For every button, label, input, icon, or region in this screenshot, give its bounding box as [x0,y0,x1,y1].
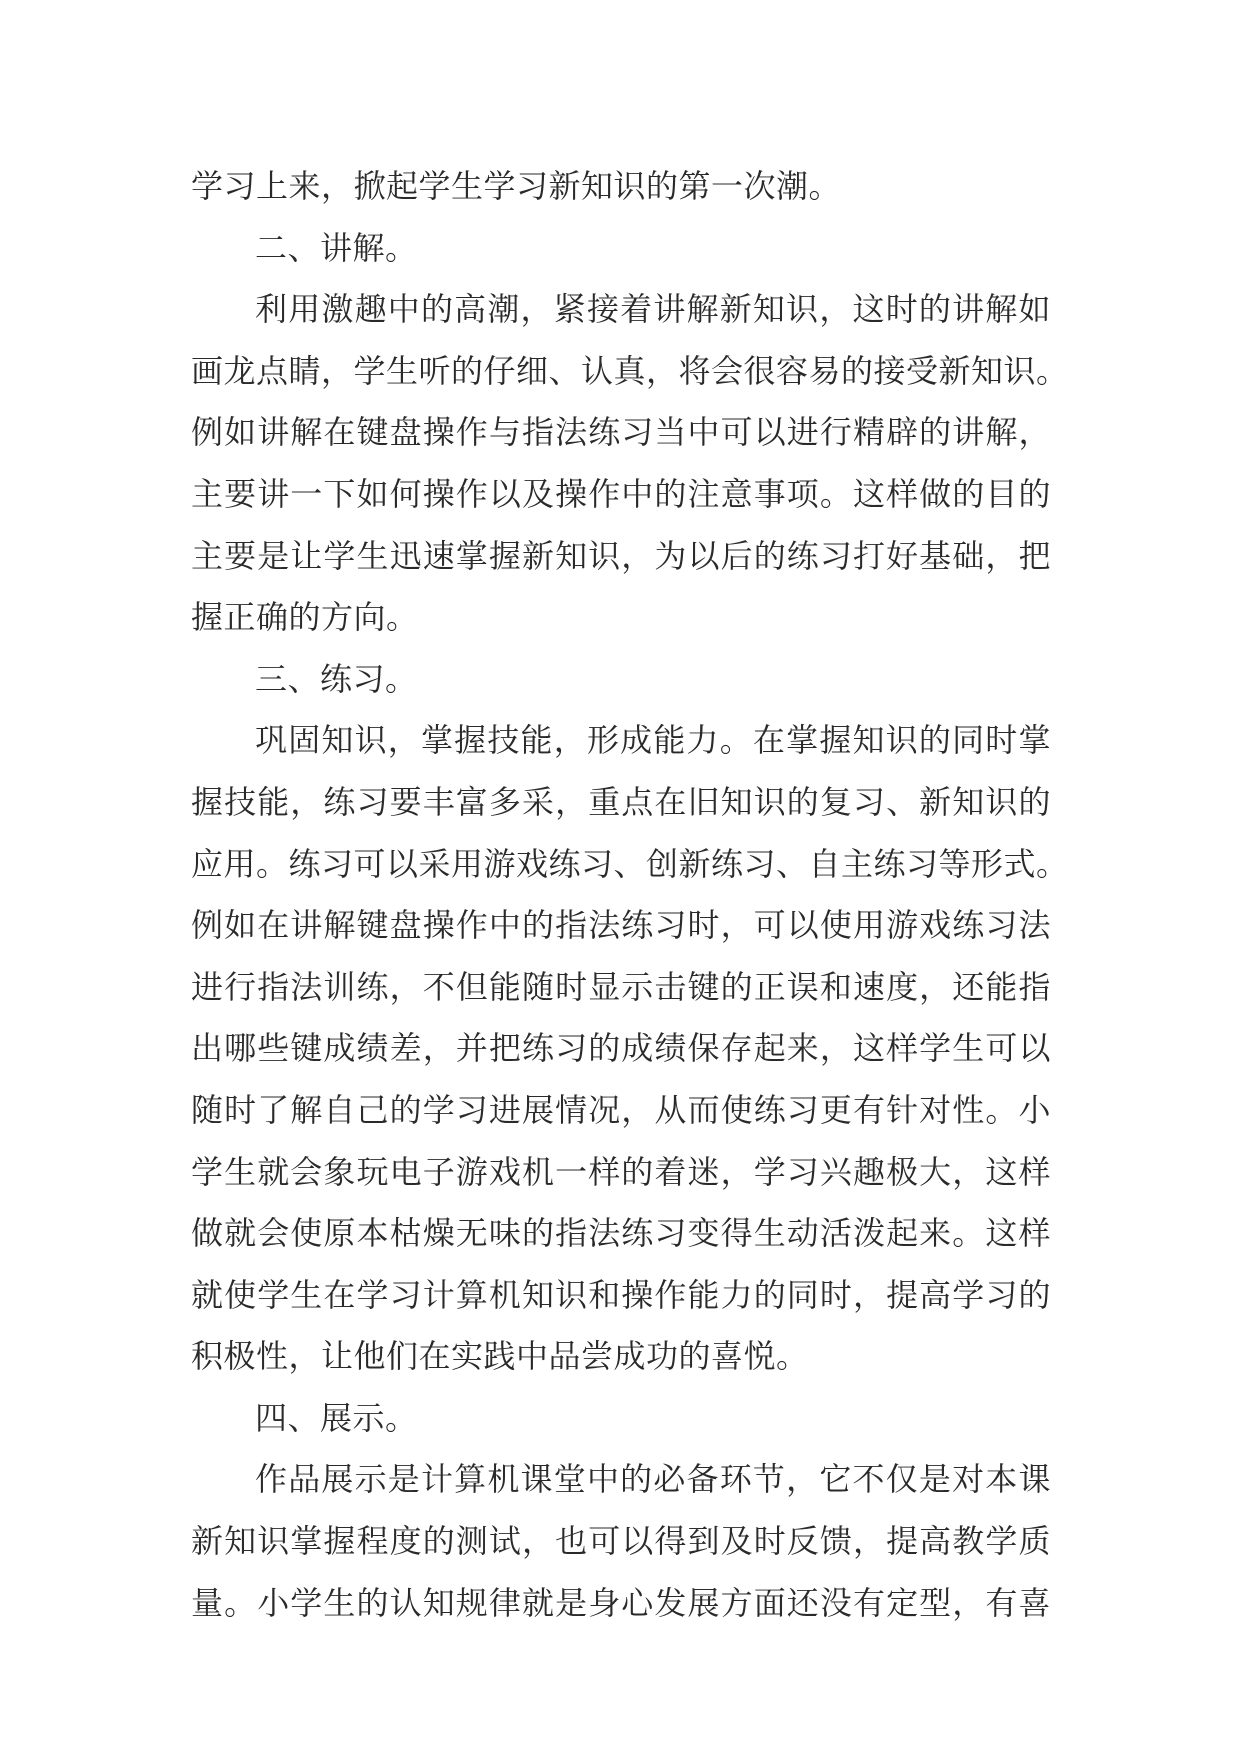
text-line: 学生就会象玩电子游戏机一样的着迷，学习兴趣极大，这样 [191,1152,1051,1191]
text-line: 主要是让学生迅速掌握新知识，为以后的练习打好基础，把 [191,536,1051,575]
text-line: 新知识掌握程度的测试，也可以得到及时反馈，提高教学质 [191,1522,1051,1561]
text-line: 出哪些键成绩差，并把练习的成绩保存起来，这样学生可以 [191,1029,1051,1068]
text-line: 量。小学生的认知规律就是身心发展方面还没有定型，有喜 [191,1583,1051,1622]
text-line: 主要讲一下如何操作以及操作中的注意事项。这样做的目的 [191,474,1051,513]
text-line: 随时了解自己的学习进展情况，从而使练习更有针对性。小 [191,1090,1051,1129]
text-line: 做就会使原本枯燥无味的指法练习变得生动活泼起来。这样 [191,1214,1051,1253]
paragraph-first-line: 利用激趣中的高潮，紧接着讲解新知识，这时的讲解如 [255,290,1051,329]
text-line: 就使学生在学习计算机知识和操作能力的同时，提高学习的 [191,1275,1051,1314]
paragraph-first-line: 二、讲解。 [255,228,418,267]
text-line: 例如讲解在键盘操作与指法练习当中可以进行精辟的讲解， [191,413,1051,452]
text-line: 学习上来，掀起学生学习新知识的第一次潮。 [191,167,842,205]
text-line: 进行指法训练，不但能随时显示击键的正误和速度，还能指 [191,967,1051,1006]
text-line: 握正确的方向。 [191,598,419,637]
text-line: 画龙点睛，学生听的仔细、认真，将会很容易的接受新知识。 [191,351,1069,390]
paragraph-first-line: 四、展示。 [255,1398,418,1437]
text-line: 积极性，让他们在实践中品尝成功的喜悦。 [191,1337,809,1376]
text-line: 应用。练习可以采用游戏练习、创新练习、自主练习等形式。 [191,844,1069,883]
text-line: 例如在讲解键盘操作中的指法练习时，可以使用游戏练习法 [191,906,1051,945]
document-body [191,156,1069,1634]
paragraph-first-line: 三、练习。 [255,659,418,698]
text-line: 握技能，练习要丰富多采，重点在旧知识的复习、新知识的 [191,782,1051,821]
paragraph-first-line: 作品展示是计算机课堂中的必备环节，它不仅是对本课 [255,1460,1051,1499]
paragraph-first-line: 巩固知识，掌握技能，形成能力。在掌握知识的同时掌 [255,721,1051,760]
